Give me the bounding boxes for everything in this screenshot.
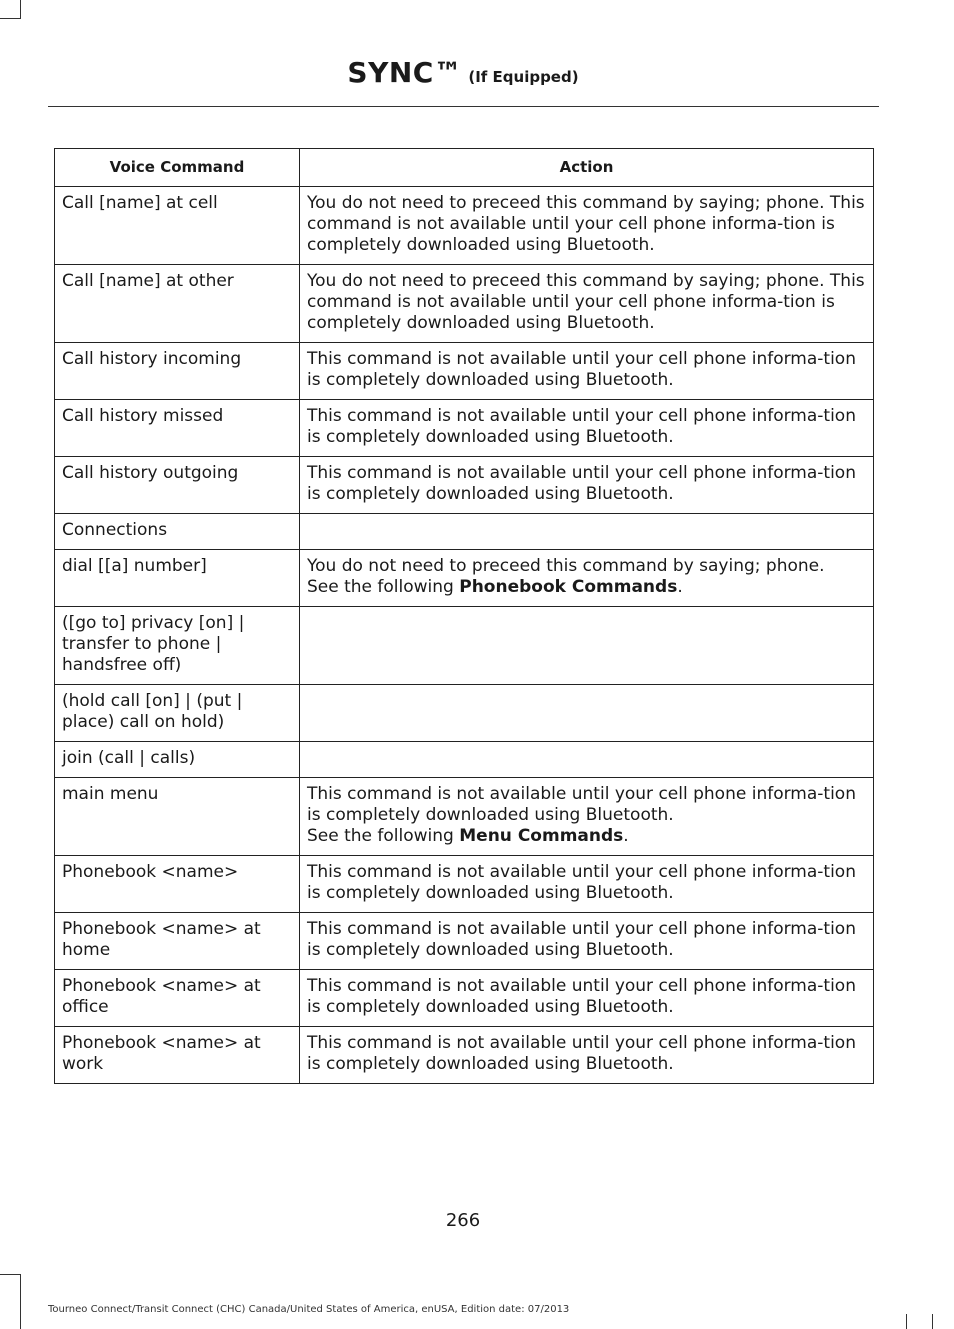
action-cell: This command is not available until your cell phone informa-tion is completely downloaded using Bluetooth.: [300, 400, 874, 457]
table-row: [55, 457, 874, 514]
table-row: [55, 685, 874, 742]
command-cell: Call history incoming: [55, 343, 300, 400]
column-header-voice-command: Voice Command: [55, 149, 300, 187]
table-row: [55, 514, 874, 550]
table-row: [55, 187, 874, 265]
table-row: [55, 913, 874, 970]
table-row: [55, 970, 874, 1027]
action-cell: This command is not available until your cell phone informa-tion is completely downloaded using Bluetooth.: [300, 970, 874, 1027]
table-row: [55, 856, 874, 913]
crop-mark: [20, 1274, 21, 1329]
action-text: You do not need to preceed this command by saying; phone.: [307, 556, 825, 576]
see-link-menu-commands: Menu Commands: [459, 826, 624, 846]
table-row: [55, 550, 874, 607]
action-cell: You do not need to preceed this command by saying; phone. This command is not available until your cell phone informa-tion is completely downloaded using Bluetooth.: [300, 265, 874, 343]
see-suffix: .: [677, 577, 683, 597]
table-row: [55, 778, 874, 856]
action-cell: [300, 607, 874, 685]
see-reference: [307, 826, 867, 847]
table-row: [55, 343, 874, 400]
command-cell: (hold call [on] | (put | place) call on hold): [55, 685, 300, 742]
table-header-row: [55, 149, 874, 187]
crop-mark: [20, 0, 21, 19]
command-cell: Phonebook <name> at work: [55, 1027, 300, 1084]
action-cell: This command is not available until your cell phone informa-tion is completely downloaded using Bluetooth.: [300, 856, 874, 913]
see-link-phonebook-commands: Phonebook Commands: [459, 577, 678, 597]
table-row: [55, 400, 874, 457]
command-cell: Call history outgoing: [55, 457, 300, 514]
action-text: This command is not available until your cell phone informa-tion is completely downloaded using Bluetooth.: [307, 784, 856, 825]
table-row: [55, 742, 874, 778]
action-cell: This command is not available until your cell phone informa-tion is completely downloaded using Bluetooth.: [300, 1027, 874, 1084]
action-cell: [300, 742, 874, 778]
column-header-action: Action: [300, 149, 874, 187]
command-cell: ([go to] privacy [on] | transfer to phone | handsfree off): [55, 607, 300, 685]
table-row: [55, 607, 874, 685]
see-suffix: .: [623, 826, 629, 846]
command-cell: join (call | calls): [55, 742, 300, 778]
command-cell: Call history missed: [55, 400, 300, 457]
action-cell: This command is not available until your cell phone informa-tion is completely downloaded using Bluetooth.: [300, 457, 874, 514]
action-cell: You do not need to preceed this command by saying; phone. This command is not available until your cell phone informa-tion is completely downloaded using Bluetooth.: [300, 187, 874, 265]
action-cell: [300, 685, 874, 742]
action-cell: This command is not available until your cell phone informa-tion is completely downloaded using Bluetooth.: [300, 913, 874, 970]
crop-mark: [0, 1274, 20, 1275]
command-cell: Call [name] at other: [55, 265, 300, 343]
header-title: SYNC™: [347, 56, 463, 89]
edition-footer: Tourneo Connect/Transit Connect (CHC) Canada/United States of America, enUSA, Edition date: 07/2013: [48, 1304, 570, 1315]
header-subtitle: (If Equipped): [468, 68, 579, 86]
see-reference: [307, 577, 867, 598]
crop-mark: [906, 1314, 907, 1329]
see-prefix: See the following: [307, 577, 460, 597]
table-row: [55, 1027, 874, 1084]
table-row: [55, 265, 874, 343]
voice-command-table: [54, 148, 874, 1084]
action-cell: [300, 514, 874, 550]
command-cell: Call [name] at cell: [55, 187, 300, 265]
header-divider: [48, 106, 879, 107]
command-cell: main menu: [55, 778, 300, 856]
crop-mark: [932, 1314, 933, 1329]
command-cell: Phonebook <name> at office: [55, 970, 300, 1027]
page-header: [0, 56, 926, 89]
action-cell: This command is not available until your cell phone informa-tion is completely downloaded using Bluetooth.: [300, 343, 874, 400]
action-cell: [300, 550, 874, 607]
action-cell: [300, 778, 874, 856]
crop-mark: [0, 18, 20, 19]
command-cell: dial [[a] number]: [55, 550, 300, 607]
command-cell: Phonebook <name>: [55, 856, 300, 913]
page-number: 266: [445, 1210, 481, 1231]
see-prefix: See the following: [307, 826, 460, 846]
command-cell: Connections: [55, 514, 300, 550]
command-cell: Phonebook <name> at home: [55, 913, 300, 970]
